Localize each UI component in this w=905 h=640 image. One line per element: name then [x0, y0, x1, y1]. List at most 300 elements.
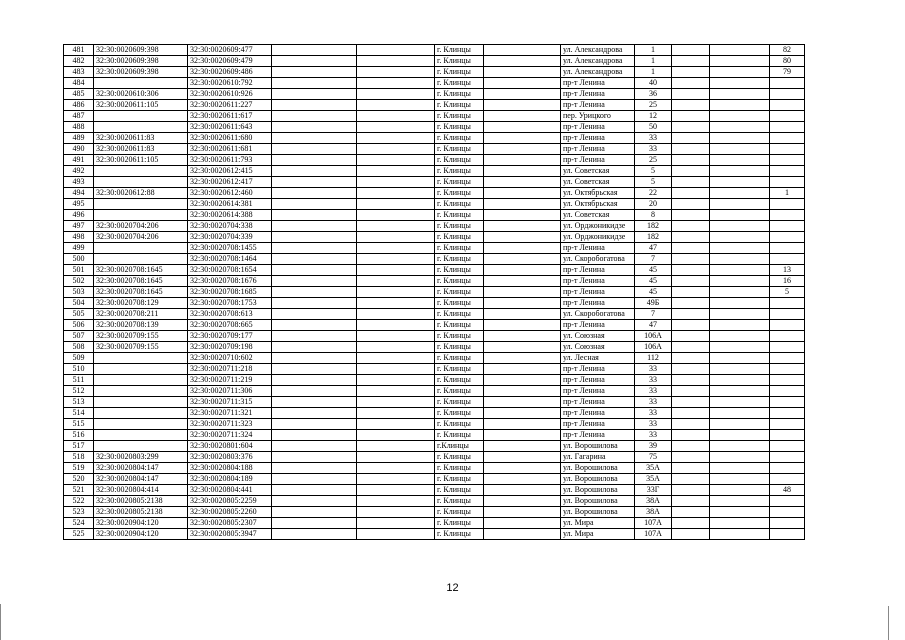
table-cell: ул. Александрова	[561, 45, 635, 56]
table-cell	[484, 144, 561, 155]
table-cell	[272, 221, 357, 232]
table-row	[64, 452, 805, 463]
table-cell	[710, 485, 770, 496]
table-cell: 32:30:0020803:299	[94, 452, 188, 463]
table-cell: г. Клинцы	[435, 199, 484, 210]
table-cell	[94, 397, 188, 408]
table-cell	[357, 166, 435, 177]
table-cell	[710, 375, 770, 386]
table-cell: пр-т Ленина	[561, 78, 635, 89]
table-cell	[484, 320, 561, 331]
table-cell: 33	[635, 144, 672, 155]
table-cell	[770, 342, 805, 353]
table-cell: пр-т Ленина	[561, 386, 635, 397]
table-cell: 1	[770, 188, 805, 199]
table-row	[64, 56, 805, 67]
table-cell: 32:30:0020805:2138	[94, 507, 188, 518]
table-cell: 32:30:0020708:1645	[94, 276, 188, 287]
table-cell: 525	[64, 529, 94, 540]
table-cell: г. Клинцы	[435, 78, 484, 89]
table-cell: 32:30:0020614:381	[188, 199, 272, 210]
table-cell	[272, 188, 357, 199]
table-row	[64, 166, 805, 177]
table-cell: 47	[635, 243, 672, 254]
table-cell: 501	[64, 265, 94, 276]
table-cell: г. Клинцы	[435, 45, 484, 56]
table-cell	[357, 320, 435, 331]
table-cell: 1	[635, 67, 672, 78]
table-cell: 507	[64, 331, 94, 342]
table-cell: 32:30:0020803:376	[188, 452, 272, 463]
table-cell	[484, 386, 561, 397]
table-cell	[770, 221, 805, 232]
table-cell	[672, 342, 710, 353]
table-cell: ул. Скоробогатова	[561, 254, 635, 265]
table-cell: г. Клинцы	[435, 287, 484, 298]
table-cell	[357, 155, 435, 166]
table-cell: 33	[635, 430, 672, 441]
table-cell	[94, 441, 188, 452]
table-cell	[672, 463, 710, 474]
table-cell	[484, 78, 561, 89]
table-cell	[484, 67, 561, 78]
table-cell: 32:30:0020708:613	[188, 309, 272, 320]
table-cell	[357, 243, 435, 254]
table-row	[64, 408, 805, 419]
table-cell: ул. Александрова	[561, 67, 635, 78]
table-cell: г. Клинцы	[435, 419, 484, 430]
table-cell: 32:30:0020804:188	[188, 463, 272, 474]
table-cell	[484, 155, 561, 166]
table-cell: г. Клинцы	[435, 89, 484, 100]
table-cell	[484, 287, 561, 298]
table-cell: 182	[635, 232, 672, 243]
table-cell	[710, 419, 770, 430]
table-cell: ул. Скоробогатова	[561, 309, 635, 320]
table-cell: 32:30:0020704:206	[94, 221, 188, 232]
table-cell: пр-т Ленина	[561, 122, 635, 133]
table-cell	[710, 353, 770, 364]
table-cell: 5	[635, 166, 672, 177]
table-cell	[484, 232, 561, 243]
table-cell: 33	[635, 375, 672, 386]
table-cell	[357, 133, 435, 144]
table-cell: 32:30:0020904:120	[94, 529, 188, 540]
table-cell	[672, 243, 710, 254]
table-cell: 20	[635, 199, 672, 210]
table-cell	[672, 375, 710, 386]
table-cell: 32:30:0020709:177	[188, 331, 272, 342]
table-cell	[710, 397, 770, 408]
table-cell	[357, 89, 435, 100]
table-cell	[770, 243, 805, 254]
table-cell	[272, 507, 357, 518]
table-cell	[272, 67, 357, 78]
table-cell: 497	[64, 221, 94, 232]
table-cell: 494	[64, 188, 94, 199]
table-cell	[672, 364, 710, 375]
table-cell: 499	[64, 243, 94, 254]
table-cell: 32:30:0020708:1645	[94, 287, 188, 298]
table-cell: 32:30:0020704:338	[188, 221, 272, 232]
table-cell	[272, 100, 357, 111]
table-cell	[357, 342, 435, 353]
table-cell	[357, 507, 435, 518]
table-cell: 45	[635, 265, 672, 276]
table-cell	[770, 122, 805, 133]
table-cell: 504	[64, 298, 94, 309]
table-row	[64, 320, 805, 331]
table-cell	[672, 287, 710, 298]
table-cell	[710, 199, 770, 210]
table-cell: г. Клинцы	[435, 221, 484, 232]
table-cell	[484, 166, 561, 177]
table-cell	[272, 353, 357, 364]
table-cell: 513	[64, 397, 94, 408]
table-cell	[94, 254, 188, 265]
table-cell	[484, 276, 561, 287]
table-cell	[672, 89, 710, 100]
table-cell	[272, 111, 357, 122]
table-cell: 32:30:0020704:206	[94, 232, 188, 243]
table-cell	[672, 441, 710, 452]
table-cell: 521	[64, 485, 94, 496]
table-cell	[484, 122, 561, 133]
table-cell	[770, 408, 805, 419]
table-cell: 524	[64, 518, 94, 529]
table-cell	[357, 67, 435, 78]
table-cell	[272, 298, 357, 309]
table-cell	[272, 254, 357, 265]
table-cell	[484, 353, 561, 364]
table-cell	[770, 111, 805, 122]
table-cell	[672, 56, 710, 67]
table-cell: ул. Ворошилова	[561, 474, 635, 485]
table-cell	[710, 177, 770, 188]
table-cell: г. Клинцы	[435, 518, 484, 529]
table-cell: пр-т Ленина	[561, 430, 635, 441]
table-row	[64, 67, 805, 78]
table-cell: г. Клинцы	[435, 309, 484, 320]
table-row	[64, 353, 805, 364]
table-cell	[357, 78, 435, 89]
table-cell	[272, 463, 357, 474]
table-cell	[710, 320, 770, 331]
table-cell	[357, 397, 435, 408]
table-cell	[272, 364, 357, 375]
table-cell: ул. Советская	[561, 177, 635, 188]
table-cell	[484, 331, 561, 342]
table-cell: 32:30:0020610:926	[188, 89, 272, 100]
table-cell	[272, 309, 357, 320]
table-cell: 25	[635, 155, 672, 166]
table-cell	[272, 56, 357, 67]
table-cell: 45	[635, 276, 672, 287]
table-cell	[357, 309, 435, 320]
table-cell: пр-т Ленина	[561, 144, 635, 155]
table-row	[64, 221, 805, 232]
table-cell	[710, 166, 770, 177]
table-cell	[770, 254, 805, 265]
table-cell: пер. Урицкого	[561, 111, 635, 122]
table-cell	[484, 111, 561, 122]
table-cell	[272, 265, 357, 276]
table-cell: г. Клинцы	[435, 166, 484, 177]
table-cell: 33	[635, 419, 672, 430]
table-cell: 32:30:0020609:479	[188, 56, 272, 67]
table-cell: 519	[64, 463, 94, 474]
table-cell: 32:30:0020801:604	[188, 441, 272, 452]
table-cell: г. Клинцы	[435, 298, 484, 309]
table-cell	[770, 463, 805, 474]
table-cell: г. Клинцы	[435, 111, 484, 122]
table-cell	[710, 309, 770, 320]
table-cell: г. Клинцы	[435, 507, 484, 518]
table-cell	[272, 430, 357, 441]
table-cell	[710, 155, 770, 166]
table-row	[64, 518, 805, 529]
table-cell: пр-т Ленина	[561, 364, 635, 375]
table-cell	[770, 78, 805, 89]
table-cell: 506	[64, 320, 94, 331]
table-cell: 32:30:0020708:1654	[188, 265, 272, 276]
table-cell	[484, 221, 561, 232]
table-cell	[710, 144, 770, 155]
table-cell: 32:30:0020804:189	[188, 474, 272, 485]
table-cell	[770, 232, 805, 243]
table-cell	[710, 265, 770, 276]
table-cell	[770, 430, 805, 441]
table-cell: 25	[635, 100, 672, 111]
table-cell	[672, 166, 710, 177]
table-cell: 502	[64, 276, 94, 287]
table-cell: 495	[64, 199, 94, 210]
table-cell	[710, 287, 770, 298]
table-cell	[484, 419, 561, 430]
table-cell	[357, 100, 435, 111]
table-cell: 32:30:0020708:129	[94, 298, 188, 309]
table-cell	[672, 100, 710, 111]
table-cell	[357, 485, 435, 496]
table-cell: 32:30:0020708:1676	[188, 276, 272, 287]
table-cell	[484, 199, 561, 210]
table-cell: 487	[64, 111, 94, 122]
table-cell: 484	[64, 78, 94, 89]
table-row	[64, 232, 805, 243]
table-cell	[357, 221, 435, 232]
table-cell	[672, 133, 710, 144]
table-cell	[484, 507, 561, 518]
table-cell	[770, 100, 805, 111]
table-cell: г. Клинцы	[435, 320, 484, 331]
table-cell: 32:30:0020611:83	[94, 144, 188, 155]
table-cell	[672, 232, 710, 243]
table-row	[64, 496, 805, 507]
table-row	[64, 463, 805, 474]
table-cell: 13	[770, 265, 805, 276]
table-cell	[672, 408, 710, 419]
table-cell: 32:30:0020904:120	[94, 518, 188, 529]
table-cell	[272, 45, 357, 56]
table-cell	[710, 342, 770, 353]
table-cell	[484, 133, 561, 144]
table-cell	[357, 56, 435, 67]
table-cell	[770, 199, 805, 210]
table-cell	[272, 155, 357, 166]
table-cell: 512	[64, 386, 94, 397]
table-cell	[484, 45, 561, 56]
table-cell: г.Клинцы	[435, 441, 484, 452]
table-cell: 49Б	[635, 298, 672, 309]
table-cell	[94, 177, 188, 188]
table-cell: г. Клинцы	[435, 364, 484, 375]
table-cell	[94, 111, 188, 122]
table-cell	[484, 243, 561, 254]
table-cell: 50	[635, 122, 672, 133]
table-cell: 32:30:0020804:147	[94, 474, 188, 485]
table-cell: г. Клинцы	[435, 67, 484, 78]
table-cell	[770, 166, 805, 177]
table-cell: 1	[635, 56, 672, 67]
table-cell	[357, 188, 435, 199]
table-cell: 496	[64, 210, 94, 221]
table-cell	[672, 298, 710, 309]
table-cell	[710, 100, 770, 111]
table-cell	[272, 243, 357, 254]
table-cell: г. Клинцы	[435, 353, 484, 364]
table-cell: г. Клинцы	[435, 463, 484, 474]
table-cell	[357, 529, 435, 540]
table-cell: г. Клинцы	[435, 430, 484, 441]
table-cell	[272, 419, 357, 430]
table-cell	[770, 419, 805, 430]
table-cell	[710, 67, 770, 78]
table-cell	[272, 122, 357, 133]
table-cell: 107А	[635, 518, 672, 529]
table-cell: ул. Союзная	[561, 331, 635, 342]
table-cell	[272, 452, 357, 463]
table-cell: ул. Октябрьская	[561, 188, 635, 199]
table-cell: ул. Ворошилова	[561, 507, 635, 518]
table-row	[64, 177, 805, 188]
table-cell	[484, 254, 561, 265]
table-cell: ул. Лесная	[561, 353, 635, 364]
table-cell: 511	[64, 375, 94, 386]
table-cell	[770, 441, 805, 452]
table-cell	[672, 144, 710, 155]
table-cell	[272, 276, 357, 287]
table-cell: 509	[64, 353, 94, 364]
table-cell	[272, 144, 357, 155]
table-cell: г. Клинцы	[435, 529, 484, 540]
table-cell	[357, 496, 435, 507]
table-cell	[710, 386, 770, 397]
table-cell: 33	[635, 386, 672, 397]
table-cell	[710, 133, 770, 144]
table-cell: 32:30:0020805:2307	[188, 518, 272, 529]
table-cell	[770, 320, 805, 331]
table-cell: 40	[635, 78, 672, 89]
table-cell: 12	[635, 111, 672, 122]
table-cell: пр-т Ленина	[561, 408, 635, 419]
table-cell	[710, 221, 770, 232]
table-cell: 45	[635, 287, 672, 298]
table-cell: 80	[770, 56, 805, 67]
table-cell	[272, 320, 357, 331]
table-cell	[484, 463, 561, 474]
table-cell	[484, 298, 561, 309]
table-row	[64, 529, 805, 540]
table-cell: 523	[64, 507, 94, 518]
table-cell	[770, 386, 805, 397]
table-cell: 503	[64, 287, 94, 298]
table-cell: 32:30:0020612:88	[94, 188, 188, 199]
table-cell	[272, 210, 357, 221]
table-cell: ул. Советская	[561, 210, 635, 221]
table-cell	[672, 45, 710, 56]
table-cell: г. Клинцы	[435, 155, 484, 166]
table-cell: 38А	[635, 496, 672, 507]
table-cell: 516	[64, 430, 94, 441]
table-cell	[770, 353, 805, 364]
table-cell: ул. Октябрьская	[561, 199, 635, 210]
table-cell	[710, 452, 770, 463]
table-cell	[272, 199, 357, 210]
table-cell	[710, 188, 770, 199]
table-cell: 500	[64, 254, 94, 265]
table-cell	[272, 133, 357, 144]
table-cell: 32:30:0020609:398	[94, 45, 188, 56]
table-cell: 75	[635, 452, 672, 463]
table-cell: 8	[635, 210, 672, 221]
table-cell	[357, 364, 435, 375]
table-cell: 32:30:0020612:460	[188, 188, 272, 199]
table-cell: 493	[64, 177, 94, 188]
table-cell	[357, 199, 435, 210]
table-cell	[357, 518, 435, 529]
table-cell	[272, 485, 357, 496]
table-cell: 32:30:0020611:105	[94, 100, 188, 111]
table-row	[64, 188, 805, 199]
table-cell: 32:30:0020804:414	[94, 485, 188, 496]
table-cell	[272, 474, 357, 485]
table-cell: 47	[635, 320, 672, 331]
table-cell	[484, 452, 561, 463]
table-cell	[272, 89, 357, 100]
table-cell: 32:30:0020612:417	[188, 177, 272, 188]
table-cell	[484, 364, 561, 375]
registry-table	[63, 44, 805, 540]
table-cell	[484, 56, 561, 67]
table-cell: ул. Орджоникидзе	[561, 221, 635, 232]
table-cell	[770, 397, 805, 408]
table-cell: пр-т Ленина	[561, 397, 635, 408]
table-row	[64, 397, 805, 408]
table-cell	[272, 441, 357, 452]
table-cell: пр-т Ленина	[561, 375, 635, 386]
table-cell	[484, 309, 561, 320]
table-cell: 32:30:0020709:155	[94, 342, 188, 353]
table-cell: 32:30:0020709:155	[94, 331, 188, 342]
table-cell	[710, 441, 770, 452]
table-cell	[94, 122, 188, 133]
table-row	[64, 309, 805, 320]
table-cell	[672, 177, 710, 188]
table-cell: 33	[635, 408, 672, 419]
table-cell: 33Г	[635, 485, 672, 496]
table-cell: г. Клинцы	[435, 331, 484, 342]
table-cell: 16	[770, 276, 805, 287]
